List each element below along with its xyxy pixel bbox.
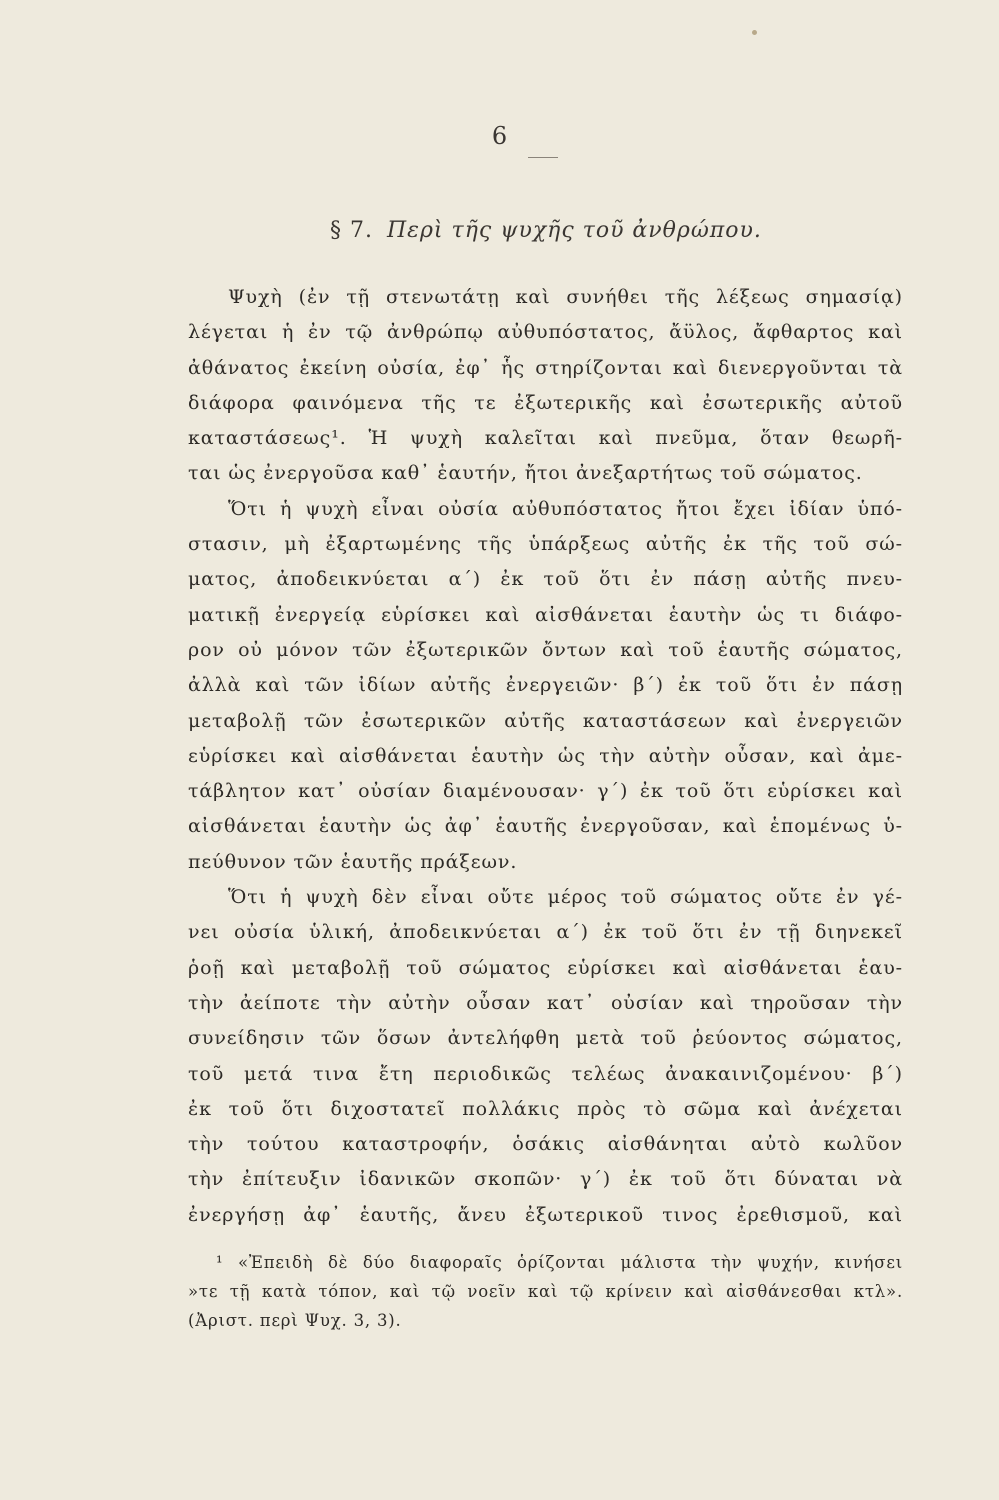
footnote-line: »τε τῇ κατὰ τόπον, καὶ τῷ νοεῖν καὶ τῷ κρίνειν καὶ αἰσθάνεσθαι κτλ».: [188, 1282, 903, 1301]
footnotes: [188, 1248, 903, 1335]
text-line: ῥοῇ καὶ μεταβολῇ τοῦ σώματος εὑρίσκει καὶ αἰσθάνεται ἑαυ-: [188, 956, 903, 979]
page-number: 6: [491, 122, 508, 150]
text-line: ἐκ τοῦ ὅτι διχοστατεῖ πολλάκις πρὸς τὸ σῶμα καὶ ἀνέχεται: [188, 1097, 903, 1120]
text-line: αἰσθάνεται ἑαυτὴν ὡς ἀφ᾽ ἑαυτῆς ἐνεργοῦσαν, καὶ ἑπομένως ὑ-: [188, 815, 903, 838]
text-line: ἀλλὰ καὶ τῶν ἰδίων αὐτῆς ἐνεργειῶν· β΄) ἐκ τοῦ ὅτι ἐν πάσῃ: [188, 674, 903, 697]
text-line: στασιν, μὴ ἐξαρτωμένης τῆς ὑπάρξεως αὐτῆς ἐκ τῆς τοῦ σώ-: [188, 533, 903, 556]
text-line: καταστάσεως¹. Ἡ ψυχὴ καλεῖται καὶ πνεῦμα, ὅταν θεωρῆ-: [188, 427, 903, 450]
text-line: τάβλητον κατ᾽ οὐσίαν διαμένουσαν· γ΄) ἐκ τοῦ ὅτι εὑρίσκει καὶ: [188, 780, 903, 803]
text-line: τὴν τούτου καταστροφήν, ὁσάκις αἰσθάνηται αὐτὸ κωλῦον: [188, 1133, 903, 1156]
text-line: ματικῇ ἐνεργείᾳ εὑρίσκει καὶ αἰσθάνεται ἑαυτὴν ὡς τι διάφο-: [188, 603, 903, 626]
section-number: § 7.: [330, 218, 373, 243]
text-line: μεταβολῇ τῶν ἐσωτερικῶν αὐτῆς καταστάσεων καὶ ἐνεργειῶν: [188, 709, 903, 732]
page-number-rule: [528, 157, 558, 158]
text-line: συνείδησιν τῶν ὅσων ἀντελήφθη μετὰ τοῦ ῥεύοντος σώματος,: [188, 1027, 903, 1050]
text-line: διάφορα φαινόμενα τῆς τε ἐξωτερικῆς καὶ ἐσωτερικῆς αὐτοῦ: [188, 391, 903, 414]
text-line: ματος, ἀποδεικνύεται α΄) ἐκ τοῦ ὅτι ἐν πάσῃ αὐτῆς πνευ-: [188, 568, 903, 591]
footnote-line: (Ἀριστ. περὶ Ψυχ. 3, 3).: [188, 1311, 402, 1330]
text-line: Ὅτι ἡ ψυχὴ δὲν εἶναι οὔτε μέρος τοῦ σώματος οὔτε ἐν γέ-: [228, 886, 903, 909]
text-line: Ψυχὴ (ἐν τῇ στενωτάτῃ καὶ συνήθει τῆς λέξεως σημασίᾳ): [228, 286, 903, 308]
text-line: ρον οὐ μόνον τῶν ἐξωτερικῶν ὄντων καὶ τοῦ ἑαυτῆς σώματος,: [188, 638, 903, 661]
text-line: ται ὡς ἐνεργοῦσα καθ᾽ ἑαυτήν, ἤτοι ἀνεξαρτήτως τοῦ σώματος.: [188, 462, 863, 485]
text-line: ἀθάνατος ἐκείνη οὐσία, ἐφ᾽ ἧς στηρίζονται καὶ διενεργοῦνται τὰ: [188, 356, 903, 379]
text-line: λέγεται ἡ ἐν τῷ ἀνθρώπῳ αὐθυπόστατος, ἄϋλος, ἄφθαρτος καὶ: [188, 321, 903, 344]
text-line: τὴν ἀείποτε τὴν αὐτὴν οὖσαν κατ᾽ οὐσίαν καὶ τηροῦσαν τὴν: [188, 991, 903, 1014]
paper-speck: [752, 30, 757, 35]
section-heading: [330, 218, 790, 243]
text-line: τὴν ἐπίτευξιν ἰδανικῶν σκοπῶν· γ΄) ἐκ τοῦ ὅτι δύναται νὰ: [188, 1168, 903, 1191]
text-line: νει οὐσία ὑλική, ἀποδεικνύεται α΄) ἐκ τοῦ ὅτι ἐν τῇ διηνεκεῖ: [188, 921, 903, 944]
text-line: εὑρίσκει καὶ αἰσθάνεται ἑαυτὴν ὡς τὴν αὐτὴν οὖσαν, καὶ ἀμε-: [188, 744, 903, 767]
section-title: Περὶ τῆς ψυχῆς τοῦ ἀνθρώπου.: [386, 218, 762, 243]
footnote-line: ¹ «Ἐπειδὴ δὲ δύο διαφοραῖς ὁρίζονται μάλιστα τὴν ψυχήν, κινήσει: [216, 1253, 903, 1272]
text-line: ἐνεργήσῃ ἀφ᾽ ἑαυτῆς, ἄνευ ἐξωτερικοῦ τινος ἐρεθισμοῦ, καὶ: [188, 1203, 903, 1226]
text-line: τοῦ μετά τινα ἔτη περιοδικῶς τελέως ἀνακαινιζομένου· β΄): [188, 1062, 903, 1085]
text-line: Ὅτι ἡ ψυχὴ εἶναι οὐσία αὐθυπόστατος ἤτοι ἔχει ἰδίαν ὑπό-: [228, 497, 903, 520]
text-line: πεύθυνον τῶν ἑαυτῆς πράξεων.: [188, 850, 518, 873]
body-text: [188, 280, 903, 1233]
